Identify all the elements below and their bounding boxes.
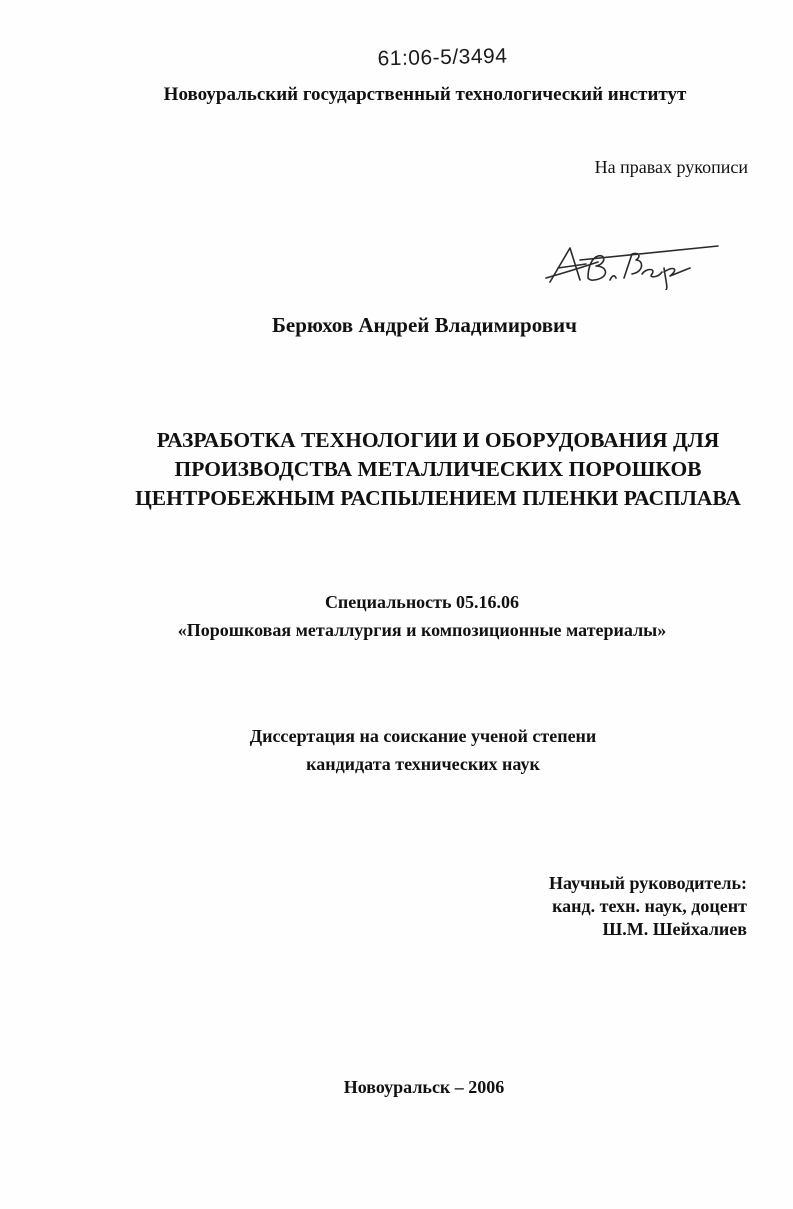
supervisor-name: Ш.М. Шейхалиев <box>602 919 747 939</box>
degree-line: Диссертация на соискание ученой степени <box>249 726 597 746</box>
institute-name: Новоуральский государственный технологический институт <box>163 84 687 105</box>
title-line: ПРОИЗВОДСТВА МЕТАЛЛИЧЕСКИХ ПОРОШКОВ <box>174 457 702 481</box>
title-line: ЦЕНТРОБЕЖНЫМ РАСПЫЛЕНИЕМ ПЛЕНКИ РАСПЛАВА <box>135 486 741 510</box>
catalog-number: 61:06-5/3494 <box>377 44 508 71</box>
degree-line: кандидата технических наук <box>306 754 540 774</box>
supervisor-block <box>549 872 747 941</box>
specialty-name: «Порошковая металлургия и композиционные материалы» <box>177 620 667 640</box>
supervisor-degree: канд. техн. наук, доцент <box>552 896 747 916</box>
city-year: Новоуральск – 2006 <box>343 1077 505 1097</box>
dissertation-title <box>0 426 793 513</box>
title-line: РАЗРАБОТКА ТЕХНОЛОГИИ И ОБОРУДОВАНИЯ ДЛЯ <box>156 428 720 452</box>
supervisor-heading: Научный руководитель: <box>549 873 747 893</box>
author-signature <box>540 238 720 290</box>
specialty-block <box>0 588 793 644</box>
specialty-code: Специальность 05.16.06 <box>324 592 520 612</box>
degree-statement <box>0 722 793 778</box>
manuscript-rights-note: На правах рукописи <box>594 157 748 177</box>
author-name: Берюхов Андрей Владимирович <box>272 313 577 337</box>
